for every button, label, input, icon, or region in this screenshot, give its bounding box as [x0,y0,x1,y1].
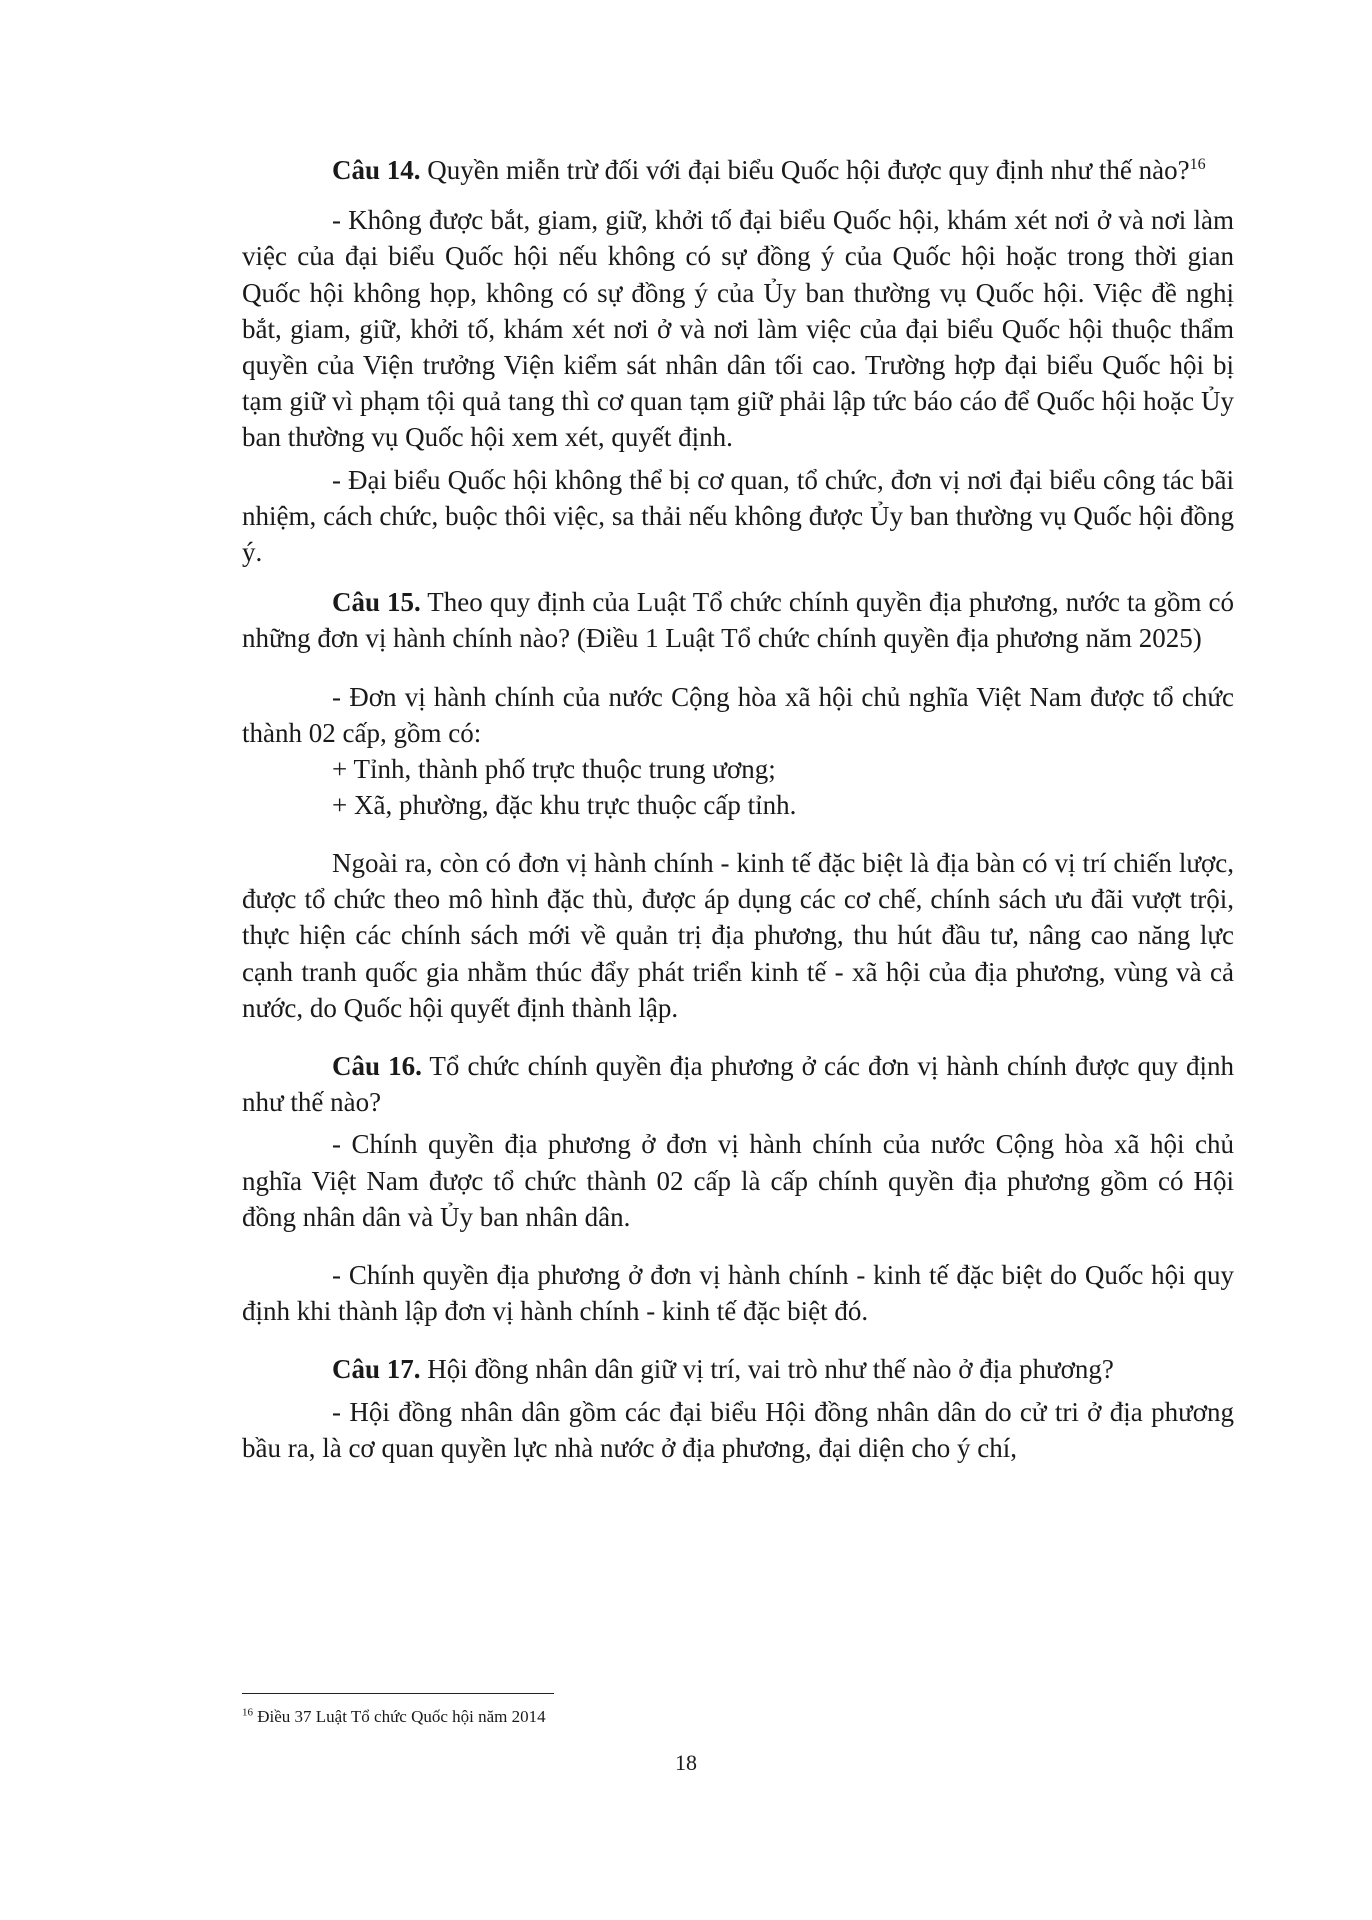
footnote-ref-16: 16 [1189,156,1206,173]
question-15-label: Câu 15. [332,587,421,618]
question-17-answer-1: - Hội đồng nhân dân gồm các đại biểu Hội đồng nhân dân do cử tri ở địa phương bầu ra, là cơ quan quyền lực nhà nước ở địa phương, đại diện cho ý chí, [242,1396,1234,1463]
footnote-divider [242,1693,554,1694]
question-15-answer-2: Ngoài ra, còn có đơn vị hành chính - kinh tế đặc biệt là địa bàn có vị trí chiến lược, được tổ chức theo mô hình đặc thù, được áp dụng các cơ chế, chính sách ưu đãi vượt trội, thực hiện các chính sách mới về quản trị địa phương, thu hút đầu tư, nâng cao năng lực cạnh tranh quốc gia nhằm thúc đẩy phát triển kinh tế - xã hội của địa phương, vùng và cả nước, do Quốc hội quyết định thành lập. [242,848,1234,1023]
page-number: 18 [675,1750,697,1775]
question-16-text: Tổ chức chính quyền địa phương ở các đơn vị hành chính được quy định như thế nào? [242,1051,1234,1118]
list-item-commune: + Xã, phường, đặc khu trực thuộc cấp tỉnh. [332,790,797,821]
question-14-answer-1: - Không được bắt, giam, giữ, khởi tố đại biểu Quốc hội, khám xét nơi ở và nơi làm việc của đại biểu Quốc hội nếu không có sự đồng ý của Quốc hội hoặc trong thời gian Quốc hội không họp, không có sự đồng ý của Ủy ban thường vụ Quốc hội. Việc đề nghị bắt, giam, giữ, khởi tố, khám xét nơi ở và nơi làm việc của đại biểu Quốc hội thuộc thẩm quyền của Viện trưởng Viện kiểm sát nhân dân tối cao. Trường hợp đại biểu Quốc hội bị tạm giữ vì phạm tội quả tang thì cơ quan tạm giữ phải lập tức báo cáo để Quốc hội hoặc Ủy ban thường vụ Quốc hội xem xét, quyết định. [242,205,1234,453]
footnote-text: Điều 37 Luật Tổ chức Quốc hội năm 2014 [253,1707,546,1726]
list-item-province: + Tỉnh, thành phố trực thuộc trung ương; [332,754,776,785]
page-body [242,152,1234,1466]
question-15 [242,584,1234,656]
question-15-text: Theo quy định của Luật Tổ chức chính quyền địa phương, nước ta gồm có những đơn vị hành chính nào? (Điều 1 Luật Tổ chức chính quyền địa phương năm 2025) [242,587,1234,654]
question-17-text: Hội đồng nhân dân giữ vị trí, vai trò như thế nào ở địa phương? [420,1354,1114,1385]
question-14-answer-2: - Đại biểu Quốc hội không thể bị cơ quan, tổ chức, đơn vị nơi đại biểu công tác bãi nhiệm, cách chức, buộc thôi việc, sa thải nếu không được Ủy ban thường vụ Quốc hội đồng ý. [242,464,1234,568]
question-16 [242,1048,1234,1120]
question-17-label: Câu 17. [332,1354,421,1385]
question-16-label: Câu 16. [332,1051,422,1082]
question-14 [242,152,1234,188]
question-15-answer-1: - Đơn vị hành chính của nước Cộng hòa xã hội chủ nghĩa Việt Nam được tổ chức thành 02 cấp, gồm có: [242,681,1234,748]
question-14-text: Quyền miễn trừ đối với đại biểu Quốc hội được quy định như thế nào? [420,155,1190,185]
footnote-number: 16 [242,1706,253,1719]
question-16-answer-2: - Chính quyền địa phương ở đơn vị hành chính - kinh tế đặc biệt do Quốc hội quy định khi thành lập đơn vị hành chính - kinh tế đặc biệt đó. [242,1260,1234,1327]
question-16-answer-1: - Chính quyền địa phương ở đơn vị hành chính của nước Cộng hòa xã hội chủ nghĩa Việt Nam được tổ chức thành 02 cấp là cấp chính quyền địa phương gồm có Hội đồng nhân dân và Ủy ban nhân dân. [242,1129,1234,1232]
footnote [242,1706,546,1728]
question-14-label: Câu 14. [332,155,421,185]
question-17 [242,1351,1234,1387]
